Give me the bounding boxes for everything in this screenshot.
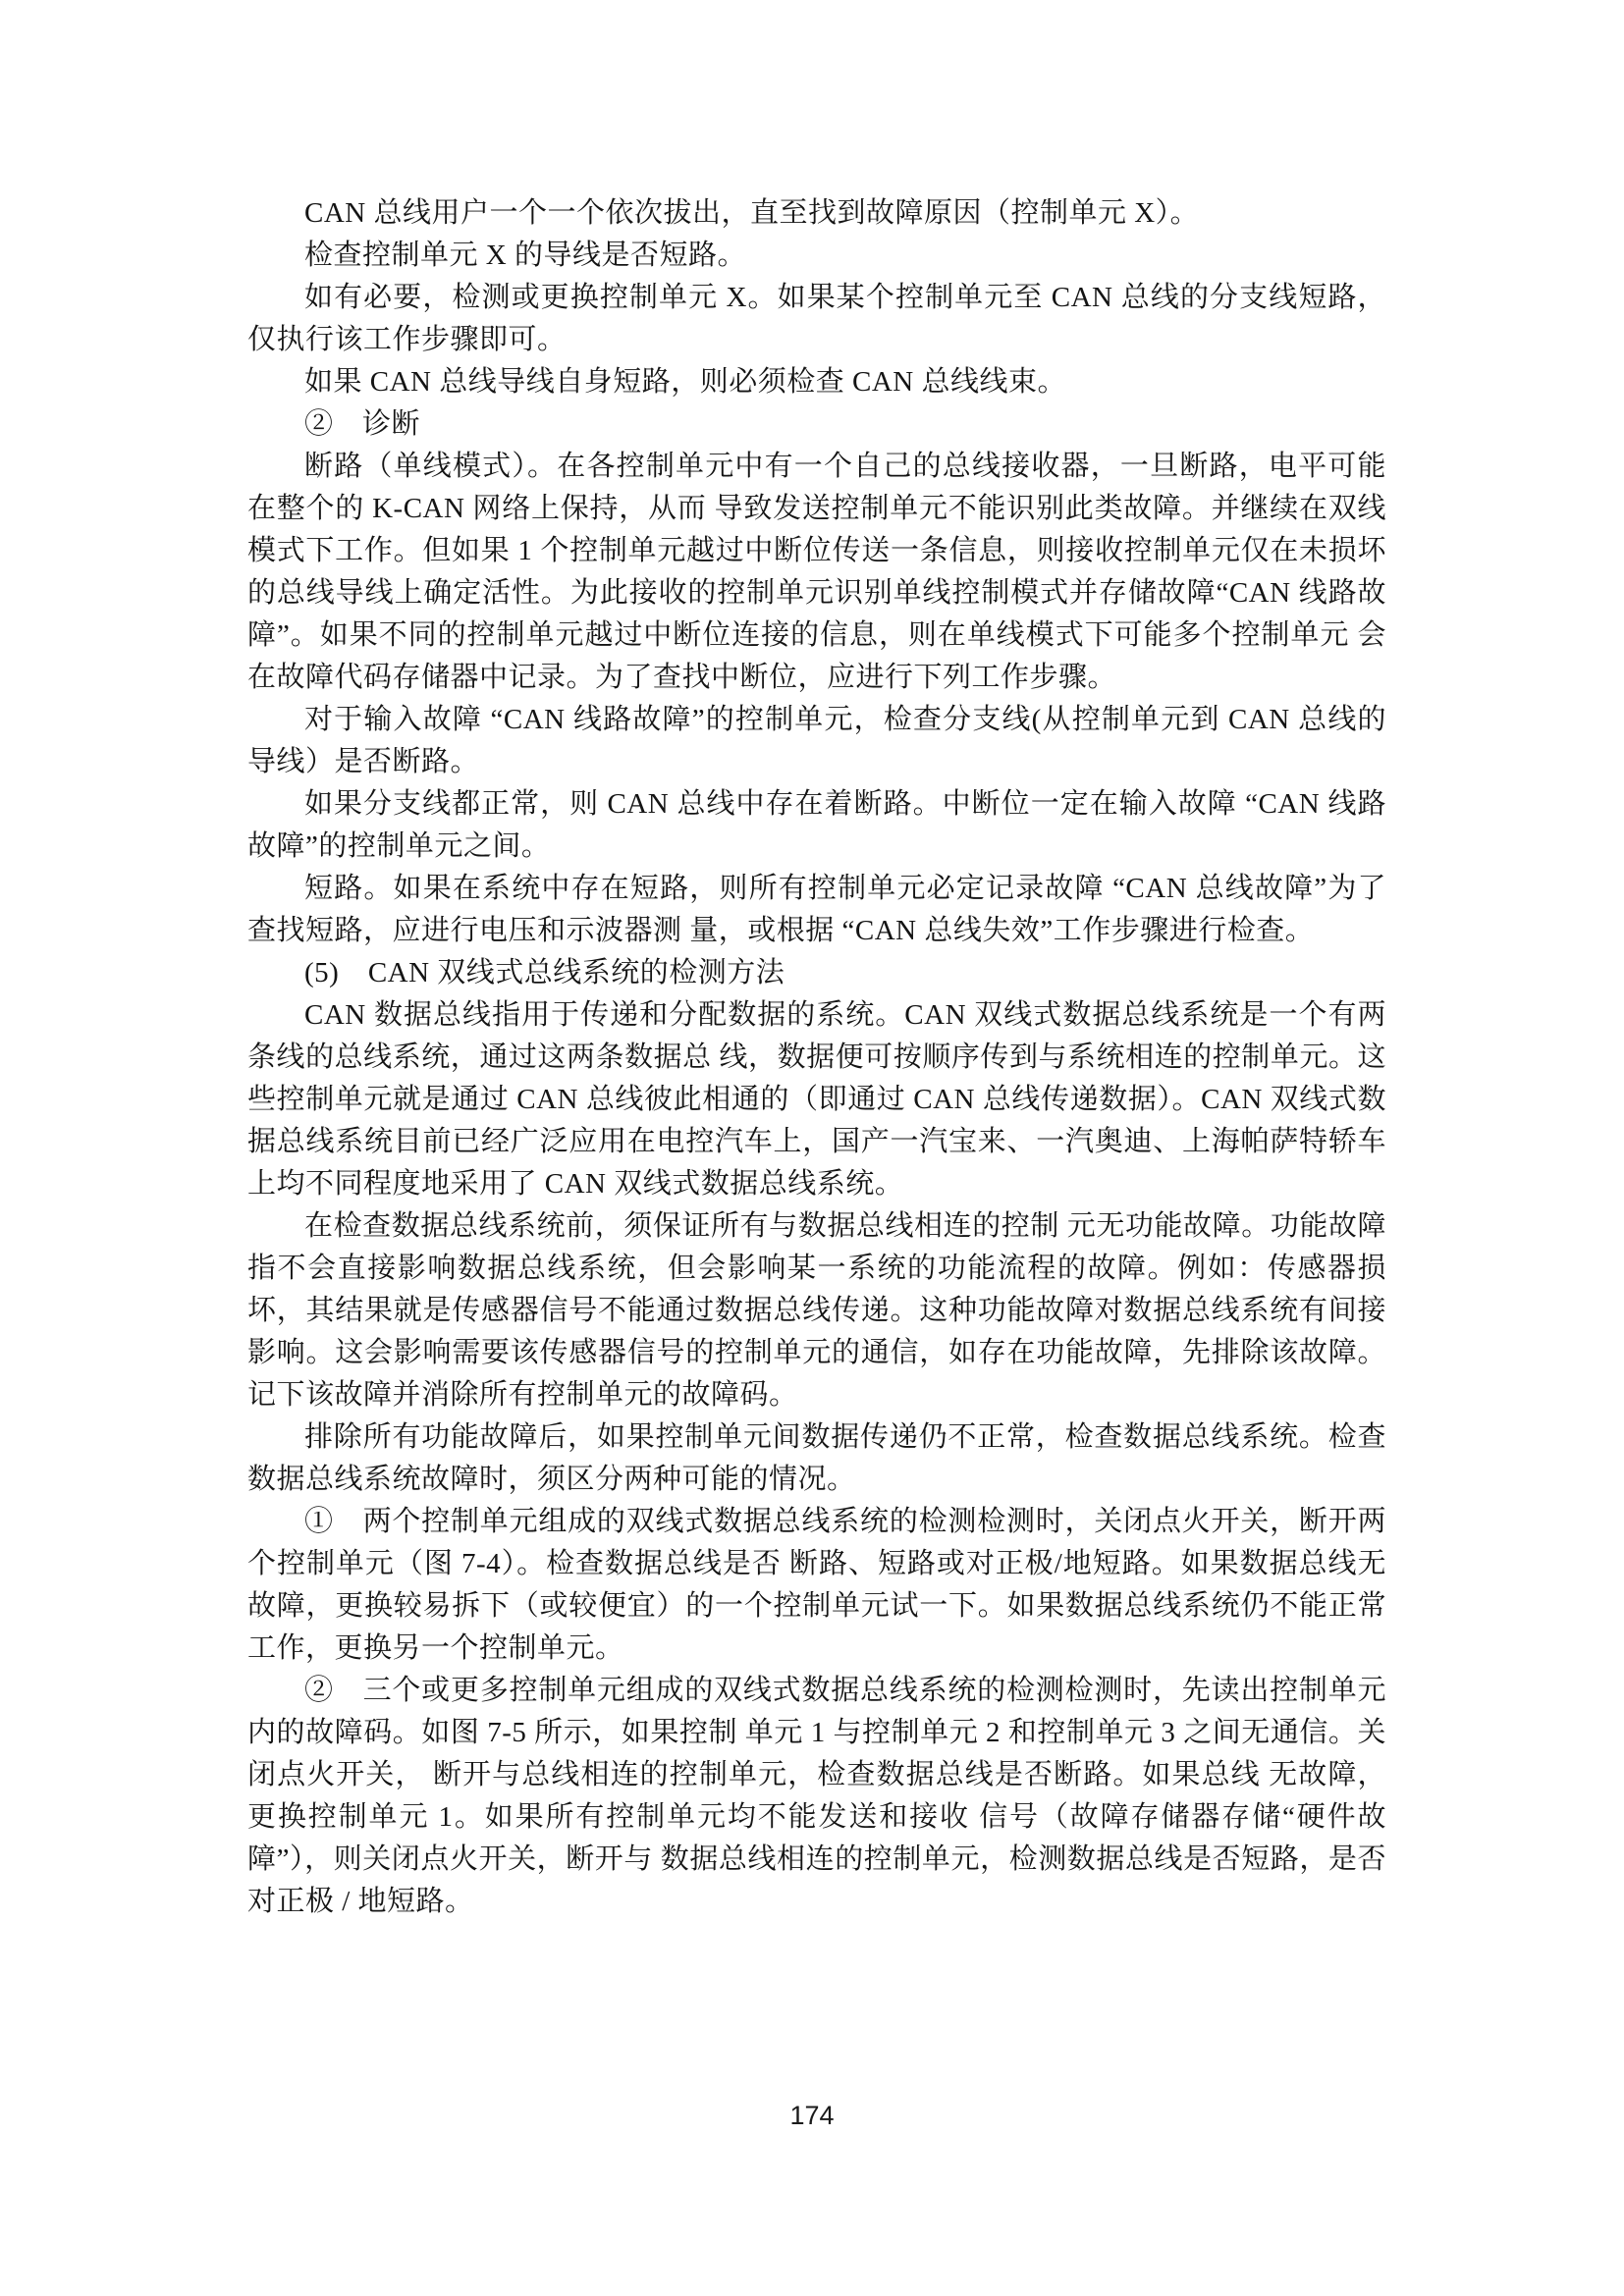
paragraph: CAN 数据总线指用于传递和分配数据的系统。CAN 双线式数据总线系统是一个有两条线的总线系统，通过这两条数据总 线，数据便可按顺序传到与系统相连的控制单元。这些控制单元就是通过 CAN 总线彼此相通的（即通过 CAN 总线传递数据）。CAN 双线式数据总线系统目前已经广泛应用在电控汽车上，国产一汽宝来、一汽奥迪、上海帕萨特轿车上均不同程度地采用了 CAN 双线式数据总线系统。 [247, 999, 1386, 1200]
paragraph: 对于输入故障 “CAN 线路故障”的控制单元，检查分支线(从控制单元到 CAN 总线的导线）是否断路。 [247, 704, 1386, 777]
paragraph: 断路（单线模式）。在各控制单元中有一个自己的总线接收器，一旦断路，电平可能在整个的 K-CAN 网络上保持，从而 导致发送控制单元不能识别此类故障。并继续在双线模式下工作。但如果 1 个控制单元越过中断位传送一条信息，则接收控制单元仅在未损坏的总线导线上确定活性。为此接收的控制单元识别单线控制模式并存储故障“CAN 线路故障”。如果不同的控制单元越过中断位连接的信息，则在单线模式下可能多个控制单元 会在故障代码存储器中记录。为了查找中断位，应进行下列工作步骤。 [247, 451, 1386, 693]
list-item-heading: ② 诊断 [304, 408, 421, 440]
paragraph: 如果分支线都正常，则 CAN 总线中存在着断路。中断位一定在输入故障 “CAN 线路故障”的控制单元之间。 [247, 788, 1386, 862]
paragraph: 如有必要，检测或更换控制单元 X。如果某个控制单元至 CAN 总线的分支线短路，仅执行该工作步骤即可。 [247, 282, 1386, 355]
list-item-paragraph: ② 三个或更多控制单元组成的双线式数据总线系统的检测检测时，先读出控制单元内的故障码。如图 7-5 所示，如果控制 单元 1 与控制单元 2 和控制单元 3 之间无通信。关闭点火开关， 断开与总线相连的控制单元，检查数据总线是否断路。如果总线 无故障，更换控制单元 1。如果所有控制单元均不能发送和接收 信号（故障存储器存储“硬件故障”），则关闭点火开关，断开与 数据总线相连的控制单元，检测数据总线是否短路，是否对正极 / 地短路。 [247, 1675, 1386, 1917]
section-heading: (5) CAN 双线式总线系统的检测方法 [304, 957, 785, 988]
page-number: 174 [789, 2101, 835, 2130]
paragraph: 检查控制单元 X 的导线是否短路。 [304, 240, 746, 271]
list-item-paragraph: ① 两个控制单元组成的双线式数据总线系统的检测检测时，关闭点火开关，断开两个控制单元（图 7-4）。检查数据总线是否 断路、短路或对正极/地短路。如果数据总线无故障，更换较易拆下（或较便宜）的一个控制单元试一下。如果数据总线系统仍不能正常工作，更换另一个控制单元。 [247, 1506, 1386, 1664]
paragraph: 如果 CAN 总线导线自身短路，则必须检查 CAN 总线线束。 [304, 366, 1066, 398]
paragraph: CAN 总线用户一个一个依次拔出，直至找到故障原因（控制单元 X）。 [304, 197, 1200, 229]
paragraph: 排除所有功能故障后，如果控制单元间数据传递仍不正常，检查数据总线系统。检查数据总线系统故障时，须区分两种可能的情况。 [247, 1421, 1386, 1495]
paragraph: 短路。如果在系统中存在短路，则所有控制单元必定记录故障 “CAN 总线故障”为了查找短路，应进行电压和示波器测 量，或根据 “CAN 总线失效”工作步骤进行检查。 [247, 873, 1386, 946]
paragraph: 在检查数据总线系统前，须保证所有与数据总线相连的控制 元无功能故障。功能故障指不会直接影响数据总线系统，但会影响某一系统的功能流程的故障。例如：传感器损坏，其结果就是传感器信号不能通过数据总线传递。这种功能故障对数据总线系统有间接影响。这会影响需要该传感器信号的控制单元的通信，如存在功能故障，先排除该故障。记下该故障并消除所有控制单元的故障码。 [247, 1210, 1386, 1411]
body-text [247, 192, 1386, 1923]
